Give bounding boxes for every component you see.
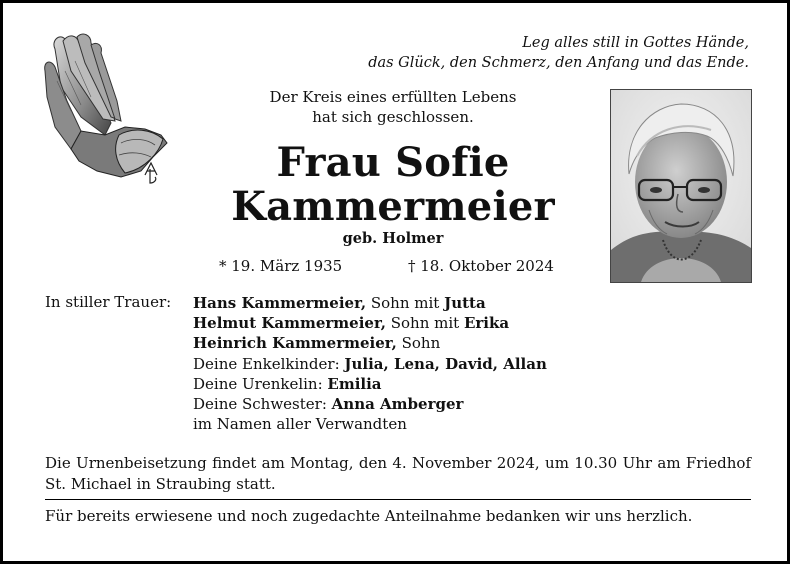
mourner-relation: im Namen aller Verwandten [193,415,407,434]
mourner-partner: Julia, Lena, David, Allan [344,354,547,373]
intro-text [223,87,563,127]
funeral-service-text: Die Urnenbeisetzung findet am Montag, den 4. November 2024, um 10.30 Uhr am Friedhof St. Michael in Straubing statt. [45,454,751,493]
divider [45,499,751,500]
mourner-partner: Anna Amberger [331,395,464,414]
mourner-relation: Deine Schwester: [193,395,332,414]
praying-hands-icon [41,31,173,191]
verse [253,33,749,73]
verse-line-2: das Glück, den Schmerz, den Anfang und das Ende. [368,55,749,71]
mourner-name: Heinrich Kammermeier, [193,334,397,353]
list-item [193,394,547,414]
mourner-name: Hans Kammermeier, [193,294,367,312]
deceased-name-line-1: Frau Sofie [276,139,510,186]
death-date: † 18. Oktober 2024 [408,257,554,275]
mourner-name: Helmut Kammermeier, [193,314,386,333]
mourner-relation: Sohn mit [385,314,464,333]
mourners-list [193,293,547,434]
mourner-partner: Emilia [327,374,382,393]
mourner-partner: Jutta [444,294,486,312]
list-item [193,333,547,353]
deceased-name [203,141,583,229]
mourners-label: In stiller Trauer: [45,293,172,311]
deceased-name-line-2: Kammermeier [231,183,555,230]
birth-name: geb. Holmer [342,230,444,247]
portrait-image [611,90,751,282]
list-item [193,313,547,333]
mourner-relation: Deine Enkelkinder: [193,354,345,373]
list-item [193,293,547,313]
intro-line-1: Der Kreis eines erfüllten Lebens [269,88,517,106]
mourner-relation: Sohn mit [366,294,445,312]
mourner-relation: Sohn [396,334,441,353]
mourner-partner: Erika [463,314,510,333]
mourner-relation: Deine Urenkelin: [193,374,328,393]
birth-date: * 19. März 1935 [219,257,343,275]
list-item [193,374,547,394]
list-item [193,414,547,434]
list-item [193,354,547,374]
verse-line-1: Leg alles still in Gottes Hände, [522,35,749,51]
intro-line-2: hat sich geschlossen. [312,108,474,126]
portrait-photo [610,89,752,283]
thanks-text: Für bereits erwiesene und noch zugedachte Anteilnahme bedanken wir uns herzlich. [45,507,693,525]
